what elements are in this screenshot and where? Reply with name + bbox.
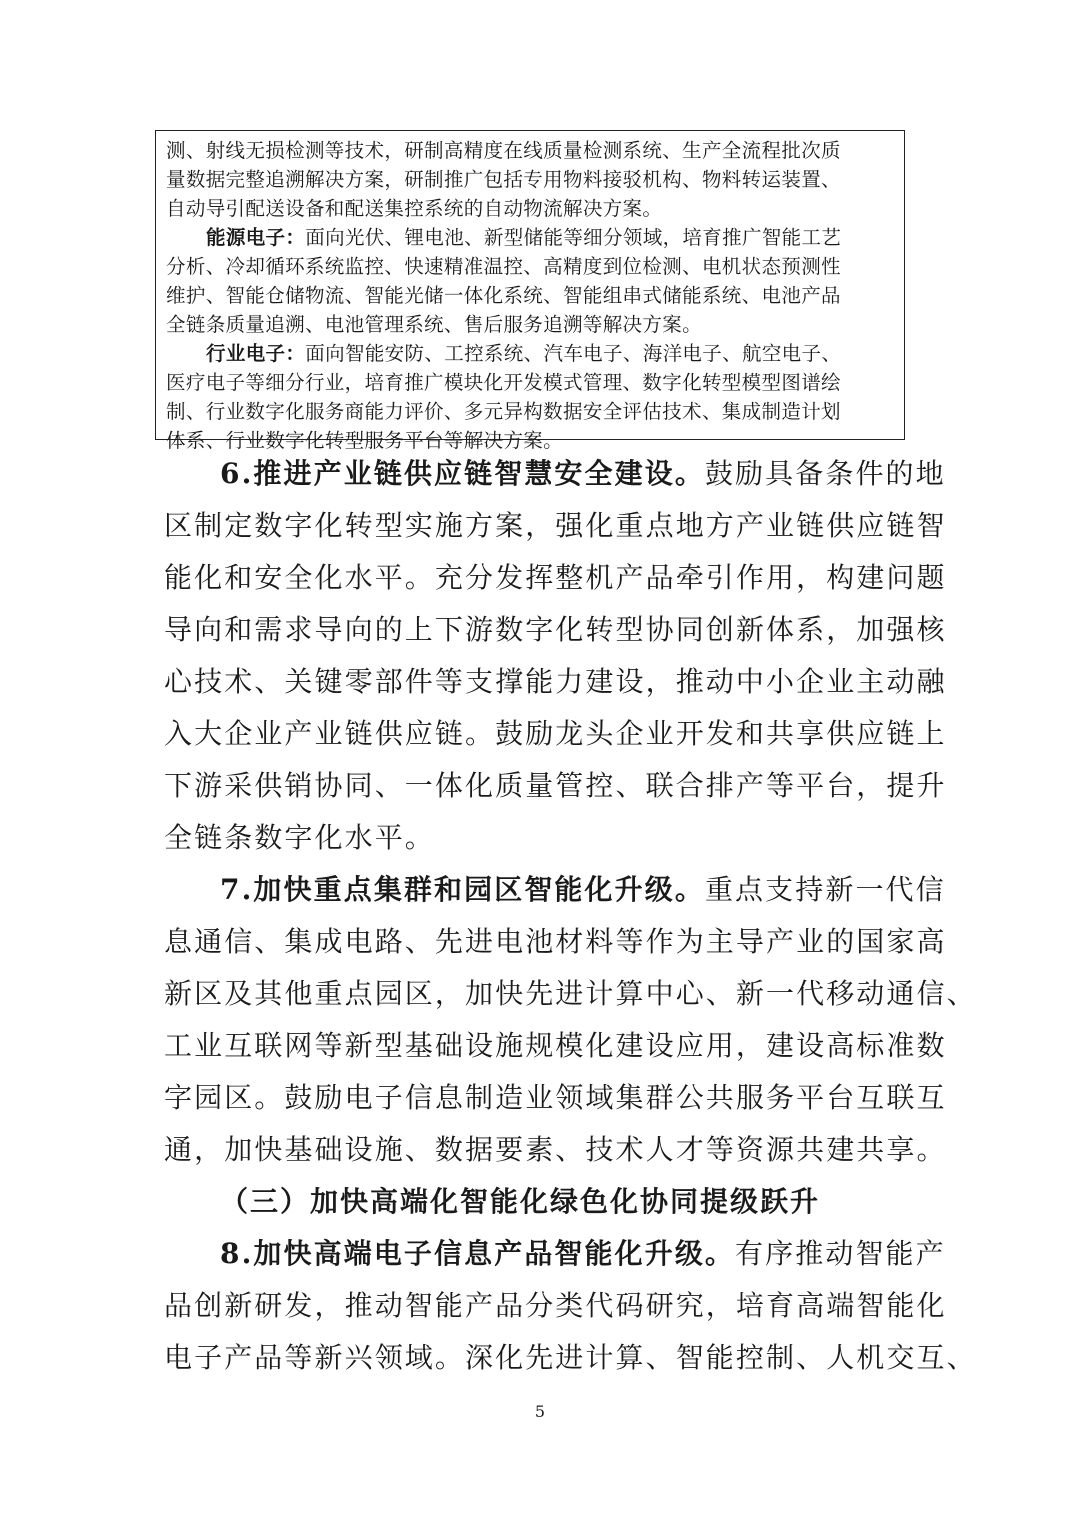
paragraph-line: 通，加快基础设施、数据要素、技术人才等资源共建共享。 xyxy=(164,1133,947,1166)
industry-electronics-item xyxy=(166,339,894,368)
paragraph-7-title: 7.加快重点集群和园区智能化升级。 xyxy=(220,873,705,906)
paragraph-line: 能化和安全化水平。充分发挥整机产品牵引作用，构建问题 xyxy=(164,561,947,594)
box-line: 测、射线无损检测等技术，研制高精度在线质量检测系统、生产全流程批次质 xyxy=(166,139,841,162)
paragraph-line: 区制定数字化转型实施方案，强化重点地方产业链供应链智 xyxy=(164,509,947,542)
document-body xyxy=(164,448,977,1384)
energy-electronics-text: 面向光伏、锂电池、新型储能等细分领域，培育推广智能工艺 xyxy=(305,226,842,249)
box-line: 制、行业数字化服务商能力评价、多元异构数据安全评估技术、集成制造计划 xyxy=(166,400,841,423)
paragraph-line: 息通信、集成电路、先进电池材料等作为主导产业的国家高 xyxy=(164,925,947,958)
paragraph-text: 重点支持新一代信 xyxy=(704,873,946,906)
paragraph-line: 电子产品等新兴领域。深化先进计算、智能控制、人机交互、 xyxy=(164,1341,977,1374)
paragraph-8-title: 8.加快高端电子信息产品智能化升级。 xyxy=(220,1237,736,1270)
paragraph-line: 入大企业产业链供应链。鼓励龙头企业开发和共享供应链上 xyxy=(164,717,947,750)
paragraph-line: 心技术、关键零部件等支撑能力建设，推动中小企业主动融 xyxy=(164,665,947,698)
paragraph-line: 全链条数字化水平。 xyxy=(164,821,435,854)
industry-electronics-label: 行业电子： xyxy=(206,342,306,365)
box-line: 量数据完整追溯解决方案，研制推广包括专用物料接驳机构、物料转运装置、 xyxy=(166,168,841,191)
paragraph-6-heading xyxy=(164,448,946,500)
energy-electronics-label: 能源电子： xyxy=(206,226,306,249)
box-line: 维护、智能仓储物流、智能光储一体化系统、智能组串式储能系统、电池产品 xyxy=(166,284,841,307)
box-line: 分析、冷却循环系统监控、快速精准温控、高精度到位检测、电机状态预测性 xyxy=(166,255,841,278)
industry-electronics-text: 面向智能安防、工控系统、汽车电子、海洋电子、航空电子、 xyxy=(305,342,842,365)
paragraph-text: 鼓励具备条件的地 xyxy=(704,457,946,490)
paragraph-8-heading xyxy=(164,1228,946,1280)
paragraph-text: 有序推动智能产 xyxy=(735,1237,946,1270)
paragraph-6-title: 6.推进产业链供应链智慧安全建设。 xyxy=(220,457,705,490)
paragraph-line: 品创新研发，推动智能产品分类代码研究，培育高端智能化 xyxy=(164,1289,947,1322)
paragraph-line: 导向和需求导向的上下游数字化转型协同创新体系，加强核 xyxy=(164,613,947,646)
paragraph-line: 字园区。鼓励电子信息制造业领域集群公共服务平台互联互 xyxy=(164,1081,947,1114)
paragraph-line: 下游采供销协同、一体化质量管控、联合排产等平台，提升 xyxy=(164,769,947,802)
box-line: 全链条质量追溯、电池管理系统、售后服务追溯等解决方案。 xyxy=(166,313,702,336)
box-line: 医疗电子等细分行业，培育推广模块化开发模式管理、数字化转型模型图谱绘 xyxy=(166,371,841,394)
paragraph-line: 新区及其他重点园区，加快先进计算中心、新一代移动通信、 xyxy=(164,977,977,1010)
energy-electronics-item xyxy=(166,223,894,252)
paragraph-line: 工业互联网等新型基础设施规模化建设应用，建设高标准数 xyxy=(164,1029,947,1062)
box-line: 自动导引配送设备和配送集控系统的自动物流解决方案。 xyxy=(166,197,663,220)
paragraph-7-heading xyxy=(164,864,946,916)
solutions-box xyxy=(155,130,905,452)
page-number: 5 xyxy=(534,1402,546,1421)
box-line: 体系、行业数字化转型服务平台等解决方案。 xyxy=(166,429,564,452)
section-3-title: （三）加快高端化智能化绿色化协同提级跃升 xyxy=(220,1185,821,1218)
